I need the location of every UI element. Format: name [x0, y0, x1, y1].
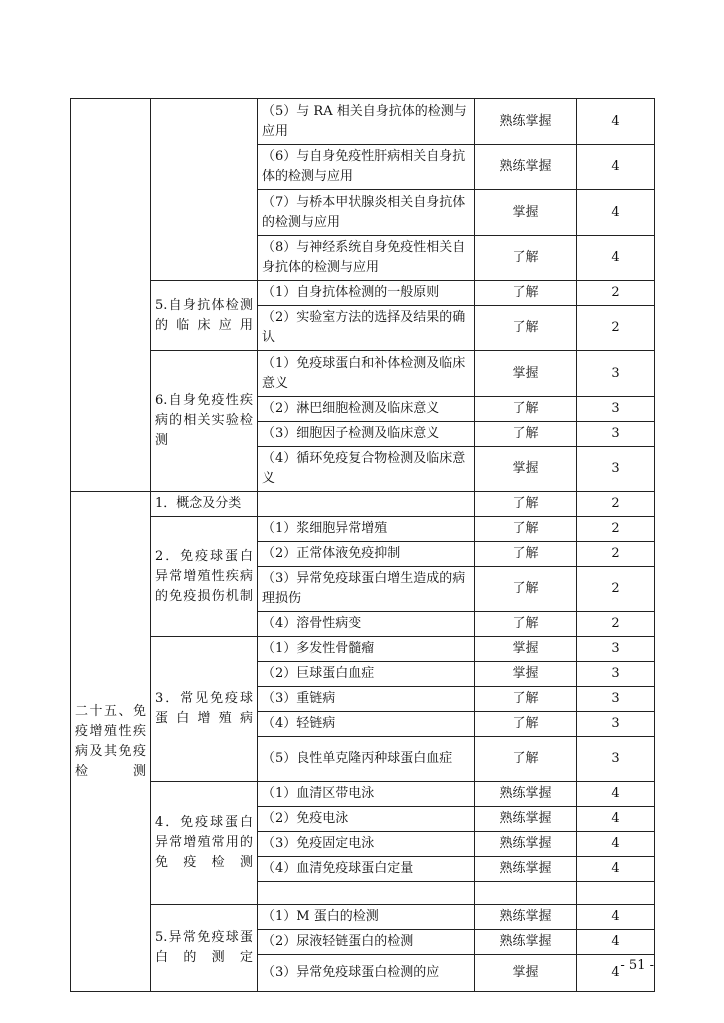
hours-cell: 3 [577, 662, 655, 687]
level-cell: 掌握 [475, 351, 577, 397]
level-cell: 熟练掌握 [475, 145, 577, 190]
content-cell: （1）自身抗体检测的一般原则 [258, 281, 475, 306]
content-cell: （7）与桥本甲状腺炎相关自身抗体的检测与应用 [258, 190, 475, 236]
level-cell: 了解 [475, 737, 577, 782]
unit-cell: 4．免疫球蛋白异常增殖常用的免疫检测 [151, 782, 258, 905]
level-cell: 了解 [475, 567, 577, 612]
hours-cell: 3 [577, 737, 655, 782]
hours-cell-empty [577, 882, 655, 905]
level-cell: 熟练掌握 [475, 905, 577, 930]
content-cell: （2）巨球蛋白血症 [258, 662, 475, 687]
table-row [71, 905, 655, 930]
level-cell: 熟练掌握 [475, 99, 577, 145]
content-cell: （2）实验室方法的选择及结果的确认 [258, 306, 475, 351]
content-cell: （5）良性单克隆丙种球蛋白血症 [258, 737, 475, 782]
hours-cell: 2 [577, 612, 655, 637]
hours-cell: 2 [577, 567, 655, 612]
syllabus-table [70, 98, 655, 992]
level-cell: 了解 [475, 397, 577, 422]
level-cell: 了解 [475, 542, 577, 567]
content-cell: （1）多发性骨髓瘤 [258, 637, 475, 662]
content-cell: （6）与自身免疫性肝病相关自身抗体的检测与应用 [258, 145, 475, 190]
table-row [71, 782, 655, 807]
section-cell: 二十五、免疫增殖性疾病及其免疫检测 [71, 492, 151, 992]
hours-cell: 3 [577, 712, 655, 737]
hours-cell: 2 [577, 492, 655, 517]
hours-cell: 2 [577, 517, 655, 542]
level-cell: 了解 [475, 422, 577, 447]
table-row [71, 351, 655, 397]
hours-cell: 4 [577, 807, 655, 832]
level-cell: 熟练掌握 [475, 930, 577, 955]
level-cell: 了解 [475, 712, 577, 737]
content-cell: （8）与神经系统自身免疫性相关自身抗体的检测与应用 [258, 236, 475, 281]
unit-cell: 3．常见免疫球蛋白增殖病 [151, 637, 258, 782]
table-row [71, 492, 655, 517]
level-cell: 了解 [475, 306, 577, 351]
unit-cell-empty [151, 99, 258, 281]
hours-cell: 4 [577, 857, 655, 882]
level-cell: 熟练掌握 [475, 832, 577, 857]
content-cell: （3）免疫固定电泳 [258, 832, 475, 857]
hours-cell: 4 [577, 832, 655, 857]
level-cell: 了解 [475, 517, 577, 542]
level-cell: 掌握 [475, 190, 577, 236]
hours-cell: 4 [577, 145, 655, 190]
content-cell: （3）异常免疫球蛋白增生造成的病理损伤 [258, 567, 475, 612]
unit-cell: 6.自身免疫性疾病的相关实验检测 [151, 351, 258, 492]
unit-cell: 1．概念及分类 [151, 492, 258, 517]
content-cell-empty [258, 492, 475, 517]
table-row [71, 281, 655, 306]
unit-cell: 5.自身抗体检测的临床应用 [151, 281, 258, 351]
level-cell: 掌握 [475, 662, 577, 687]
hours-cell: 2 [577, 306, 655, 351]
level-cell: 掌握 [475, 637, 577, 662]
content-cell: （4）循环免疫复合物检测及临床意义 [258, 447, 475, 492]
hours-cell: 3 [577, 397, 655, 422]
content-cell: （3）异常免疫球蛋白检测的应 [258, 955, 475, 992]
level-cell: 了解 [475, 687, 577, 712]
level-cell-empty [475, 882, 577, 905]
content-cell: （3）重链病 [258, 687, 475, 712]
content-cell: （3）细胞因子检测及临床意义 [258, 422, 475, 447]
content-cell: （1）免疫球蛋白和补体检测及临床意义 [258, 351, 475, 397]
level-cell: 熟练掌握 [475, 807, 577, 832]
content-cell: （5）与 RA 相关自身抗体的检测与应用 [258, 99, 475, 145]
hours-cell: 3 [577, 687, 655, 712]
hours-cell: 3 [577, 637, 655, 662]
level-cell: 掌握 [475, 955, 577, 992]
hours-cell: 4 [577, 905, 655, 930]
content-cell: （2）正常体液免疫抑制 [258, 542, 475, 567]
section-cell-empty [71, 99, 151, 492]
unit-cell: 2．免疫球蛋白异常增殖性疾病的免疫损伤机制 [151, 517, 258, 637]
level-cell: 掌握 [475, 447, 577, 492]
hours-cell: 2 [577, 281, 655, 306]
table-row [71, 517, 655, 542]
content-cell: （1）M 蛋白的检测 [258, 905, 475, 930]
hours-cell: 4 [577, 236, 655, 281]
hours-cell: 3 [577, 447, 655, 492]
hours-cell: 4 [577, 190, 655, 236]
level-cell: 了解 [475, 612, 577, 637]
hours-cell: 4 [577, 782, 655, 807]
hours-cell: 4 [577, 99, 655, 145]
content-cell-empty [258, 882, 475, 905]
hours-cell: 3 [577, 351, 655, 397]
level-cell: 了解 [475, 236, 577, 281]
page-number: - 51 - [620, 958, 654, 973]
level-cell: 熟练掌握 [475, 782, 577, 807]
content-cell: （4）溶骨性病变 [258, 612, 475, 637]
level-cell: 了解 [475, 492, 577, 517]
hours-cell: 4 [577, 955, 655, 992]
content-cell: （4）血清免疫球蛋白定量 [258, 857, 475, 882]
hours-cell: 2 [577, 542, 655, 567]
unit-cell: 5.异常免疫球蛋白的测定 [151, 905, 258, 992]
content-cell: （2）淋巴细胞检测及临床意义 [258, 397, 475, 422]
hours-cell: 3 [577, 422, 655, 447]
content-cell: （2）免疫电泳 [258, 807, 475, 832]
content-cell: （4）轻链病 [258, 712, 475, 737]
level-cell: 了解 [475, 281, 577, 306]
content-cell: （1）血清区带电泳 [258, 782, 475, 807]
content-cell: （1）浆细胞异常增殖 [258, 517, 475, 542]
level-cell: 熟练掌握 [475, 857, 577, 882]
table-row [71, 99, 655, 145]
table-row [71, 637, 655, 662]
content-cell: （2）尿液轻链蛋白的检测 [258, 930, 475, 955]
hours-cell: 4 [577, 930, 655, 955]
